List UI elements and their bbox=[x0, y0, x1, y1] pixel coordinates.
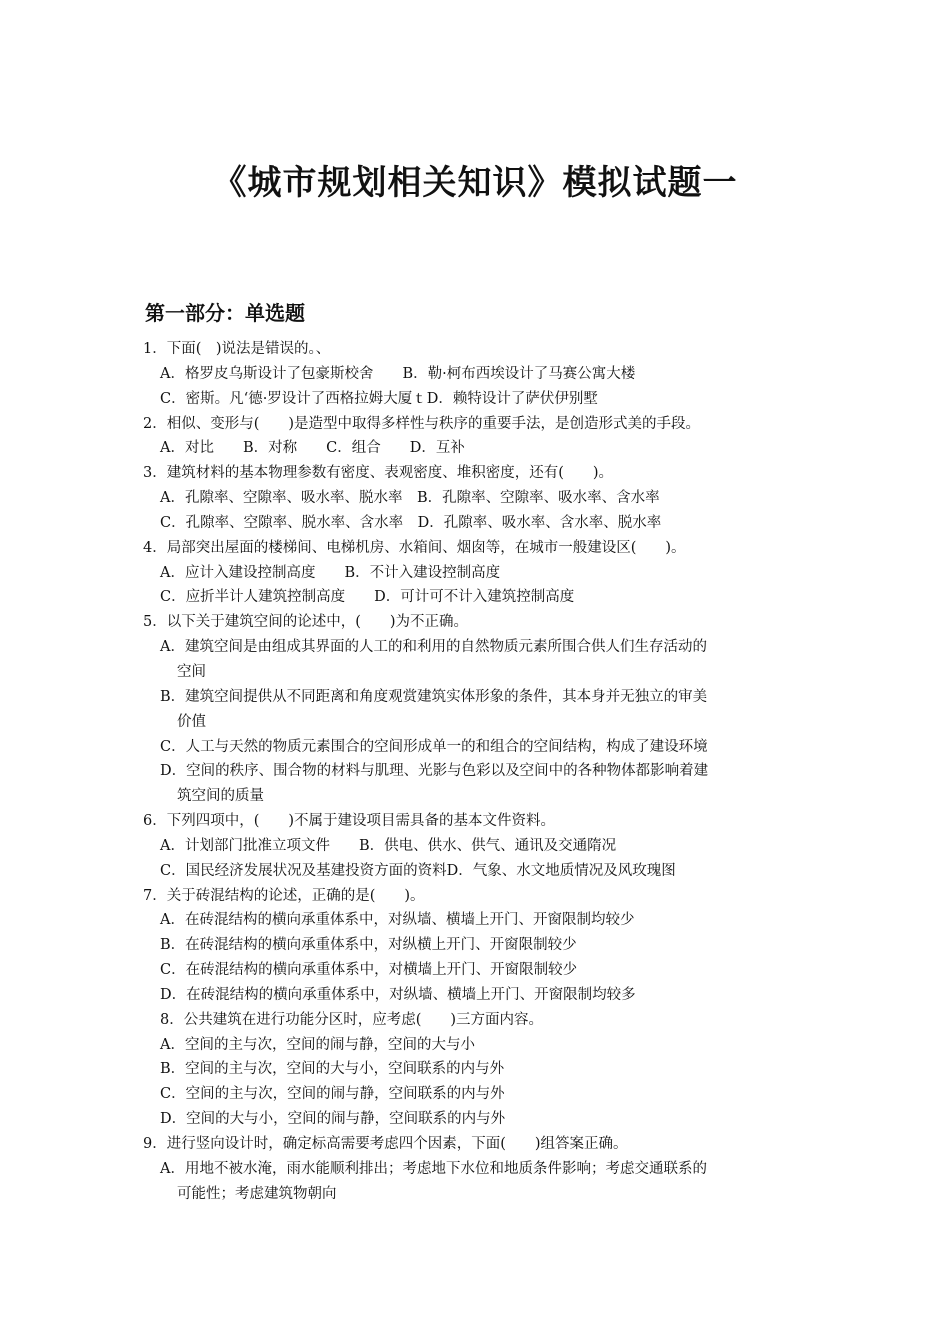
option-line: B．在砖混结构的横向承重体系中，对纵横上开门、开窗限制较少 bbox=[160, 937, 577, 954]
question-line: 9．进行竖向设计时，确定标高需要考虑四个因素，下面( )组答案正确。 bbox=[143, 1136, 628, 1152]
option-line: C．在砖混结构的横向承重体系中，对横墙上开门、开窗限制较少 bbox=[160, 962, 578, 979]
continuation-line: 可能性；考虑建筑物朝向 bbox=[177, 1185, 337, 1202]
question-line: 4．局部突出屋面的楼梯间、电梯机房、水箱间、烟囱等，在城市一般建设区( )。 bbox=[143, 539, 686, 556]
option-line: A．用地不被水淹，雨水能顺利排出；考虑地下水位和地质条件影响；考虑交通联系的 bbox=[160, 1160, 707, 1177]
option-line: C．国民经济发展状况及基建投资方面的资料D．气象、水文地质情况及风玫瑰图 bbox=[160, 862, 676, 879]
question-line: 2．相似、变形与( )是造型中取得多样性与秩序的重要手法，是创造形式美的手段。 bbox=[143, 415, 701, 432]
option-line: A．格罗皮乌斯设计了包豪斯校舍 B．勒·柯布西埃设计了马赛公寓大楼 bbox=[160, 365, 636, 382]
question-list bbox=[143, 337, 803, 1207]
continuation-line: 价值 bbox=[177, 713, 206, 730]
option-line: A．在砖混结构的横向承重体系中，对纵墙、横墙上开门、开窗限制均较少 bbox=[160, 912, 635, 929]
option-line: B．建筑空间提供从不同距离和角度观赏建筑实体形象的条件，其本身并无独立的审美 bbox=[160, 688, 708, 705]
option-line: A．计划部门批准立项文件 B．供电、供水、供气、通讯及交通隋况 bbox=[160, 837, 617, 854]
continuation-line: 筑空间的质量 bbox=[177, 788, 264, 805]
option-line: A．孔隙率、空隙率、吸水率、脱水率 B．孔隙率、空隙率、吸水率、含水率 bbox=[160, 490, 660, 507]
option-line: C．空间的主与次，空间的闹与静，空间联系的内与外 bbox=[160, 1086, 505, 1103]
document-title: 《城市规划相关知识》模拟试题一 bbox=[212, 163, 738, 203]
option-line: A．空间的主与次，空间的闹与静，空间的大与小 bbox=[160, 1036, 475, 1053]
question-line: 8．公共建筑在进行功能分区时，应考虑( )三方面内容。 bbox=[160, 1011, 544, 1028]
question-line: 5．以下关于建筑空间的论述中，( )为不正确。 bbox=[143, 614, 469, 631]
option-line: D．空间的秩序、围合物的材料与肌理、光影与色彩以及空间中的各种物体都影响着建 bbox=[160, 763, 709, 780]
question-line: 7．关于砖混结构的论述，正确的是( )。 bbox=[143, 887, 425, 904]
continuation-line: 空间 bbox=[177, 663, 206, 680]
option-line: D．在砖混结构的横向承重体系中，对纵墙、横墙上开门、开窗限制均较多 bbox=[160, 986, 636, 1003]
option-line: C．孔隙率、空隙率、脱水率、含水率 D．孔隙率、吸水率、含水率、脱水率 bbox=[160, 514, 662, 531]
option-line: A．应计入建设控制高度 B．不计入建设控制高度 bbox=[160, 564, 501, 581]
question-line: 6．下列四项中，( )不属于建设项目需具备的基本文件资料。 bbox=[143, 813, 556, 830]
question-line: 3．建筑材料的基本物理参数有密度、表观密度、堆积密度，还有( )。 bbox=[143, 465, 614, 482]
question-line: 1．下面( )说法是错误的。、 bbox=[143, 341, 331, 357]
option-line: C．应折半计人建筑控制高度 D．可计可不计入建筑控制高度 bbox=[160, 589, 575, 606]
section-heading: 第一部分：单选题 bbox=[145, 301, 305, 325]
option-line: A．对比 B．对称 C．组合 D．互补 bbox=[160, 440, 465, 457]
option-line: C．密斯。凡‘德·罗设计了西格拉姆大厦ｔD．赖特设计了萨伏伊别墅 bbox=[160, 390, 598, 407]
option-line: B．空间的主与次，空间的大与小，空间联系的内与外 bbox=[160, 1061, 505, 1078]
option-line: D．空间的大与小，空间的闹与静，空间联系的内与外 bbox=[160, 1111, 506, 1128]
option-line: C．人工与天然的物质元素围合的空间形成单一的和组合的空间结构，构成了建设环境 bbox=[160, 738, 708, 755]
option-line: A．建筑空间是由组成其界面的人工的和利用的自然物质元素所围合供人们生存活动的 bbox=[160, 639, 707, 656]
